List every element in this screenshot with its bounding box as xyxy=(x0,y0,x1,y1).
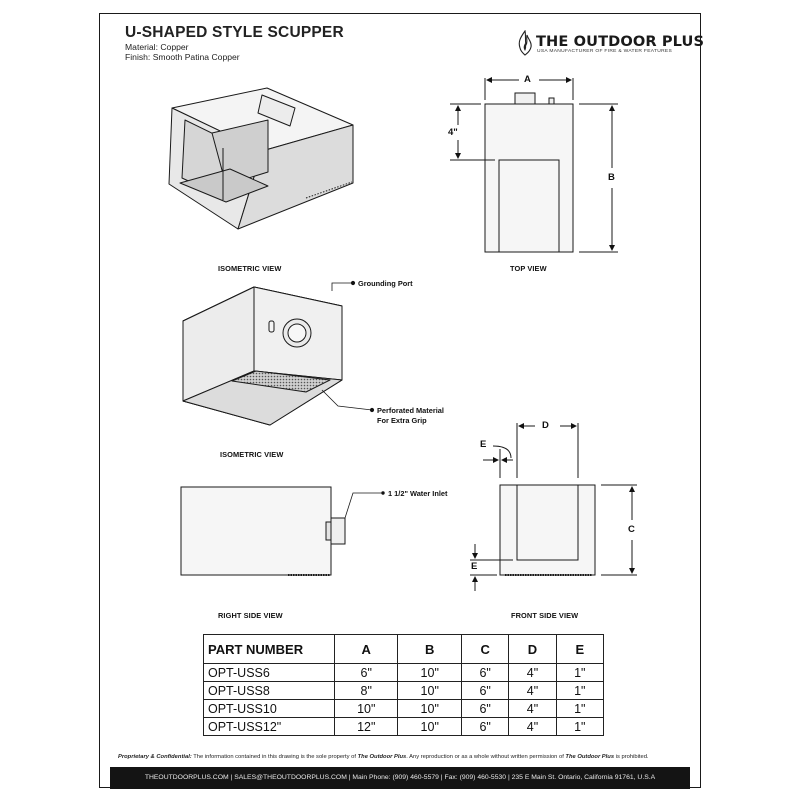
header-c: C xyxy=(461,635,508,664)
cell-part-number: OPT-USS6 xyxy=(204,664,335,682)
legal-text2: . Any reproduction or as a whole without written permission of xyxy=(406,754,566,760)
footer-contact-bar: THEOUTDOORPLUS.COM | SALES@THEOUTDOORPLUS.COM | Main Phone: (909) 460-5579 | Fax: (909) 460-5530 | 235 E Main St. Ontario, California 91761, U.S.A xyxy=(110,767,690,789)
water-inlet-callout: 1 1/2" Water Inlet xyxy=(388,489,448,498)
legal-notice xyxy=(118,754,649,760)
header-a: A xyxy=(335,635,398,664)
cell-e: 1" xyxy=(556,718,603,736)
front-side-view-label: FRONT SIDE VIEW xyxy=(511,611,579,620)
dimension-a-label: A xyxy=(524,74,531,85)
legal-lead: Proprietary & Confidential: xyxy=(118,754,192,760)
isometric-view-u-drawing xyxy=(169,88,353,229)
brand-tagline: USA MANUFACTURER OF FIRE & WATER FEATURES xyxy=(537,49,673,54)
front-side-view-drawing xyxy=(470,423,637,591)
table-header-row xyxy=(204,635,604,664)
material-text: Material: Copper xyxy=(125,42,189,52)
cell-c: 6" xyxy=(461,664,508,682)
perforated-material-callout xyxy=(377,406,444,425)
top-view-drawing xyxy=(450,78,618,252)
dimension-e-top-label: E xyxy=(480,439,487,450)
cell-a: 12" xyxy=(335,718,398,736)
cell-d: 4" xyxy=(509,682,556,700)
cell-a: 6" xyxy=(335,664,398,682)
page-title: U-SHAPED STYLE SCUPPER xyxy=(125,24,344,41)
perforated-callout-line2: For Extra Grip xyxy=(377,415,427,425)
cell-c: 6" xyxy=(461,682,508,700)
brand-name: THE OUTDOOR PLUS xyxy=(536,33,705,50)
perforated-callout-line1: Perforated Material xyxy=(377,406,444,415)
table-row xyxy=(204,682,604,700)
cell-part-number: OPT-USS12" xyxy=(204,718,335,736)
cell-e: 1" xyxy=(556,700,603,718)
table-row xyxy=(204,700,604,718)
isometric-view-label-2: ISOMETRIC VIEW xyxy=(220,450,284,459)
cell-a: 10" xyxy=(335,700,398,718)
dimension-c-label: C xyxy=(628,524,635,535)
cell-c: 6" xyxy=(461,700,508,718)
cell-d: 4" xyxy=(509,664,556,682)
legal-company2: The Outdoor Plus xyxy=(565,754,615,760)
dimension-4in-label: 4" xyxy=(448,127,458,138)
legal-text1: The information contained in this drawing is the sole property of xyxy=(191,754,358,760)
right-side-view-label: RIGHT SIDE VIEW xyxy=(218,611,283,620)
cell-b: 10" xyxy=(398,664,461,682)
cell-c: 6" xyxy=(461,718,508,736)
cell-b: 10" xyxy=(398,718,461,736)
header-d: D xyxy=(509,635,556,664)
isometric-view-label: ISOMETRIC VIEW xyxy=(218,264,282,273)
cell-part-number: OPT-USS10 xyxy=(204,700,335,718)
table-row xyxy=(204,718,604,736)
header-e: E xyxy=(556,635,603,664)
cell-d: 4" xyxy=(509,700,556,718)
table-row xyxy=(204,664,604,682)
dimension-e-bottom-label: E xyxy=(471,561,478,572)
legal-text3: is prohibited. xyxy=(614,754,649,760)
dimension-b-label: B xyxy=(608,172,615,183)
cell-b: 10" xyxy=(398,682,461,700)
cell-e: 1" xyxy=(556,664,603,682)
finish-text: Finish: Smooth Patina Copper xyxy=(125,52,240,62)
cell-d: 4" xyxy=(509,718,556,736)
header-part-number: PART NUMBER xyxy=(204,635,335,664)
cell-part-number: OPT-USS8 xyxy=(204,682,335,700)
cell-a: 8" xyxy=(335,682,398,700)
parts-table xyxy=(203,634,604,736)
header-b: B xyxy=(398,635,461,664)
dimension-d-label: D xyxy=(542,420,549,431)
right-side-view-drawing xyxy=(181,487,385,575)
cell-e: 1" xyxy=(556,682,603,700)
isometric-view-box-drawing xyxy=(183,287,342,425)
grounding-port-callout: Grounding Port xyxy=(358,279,413,288)
cell-b: 10" xyxy=(398,700,461,718)
legal-company: The Outdoor Plus xyxy=(357,754,407,760)
top-view-label: TOP VIEW xyxy=(510,264,547,273)
